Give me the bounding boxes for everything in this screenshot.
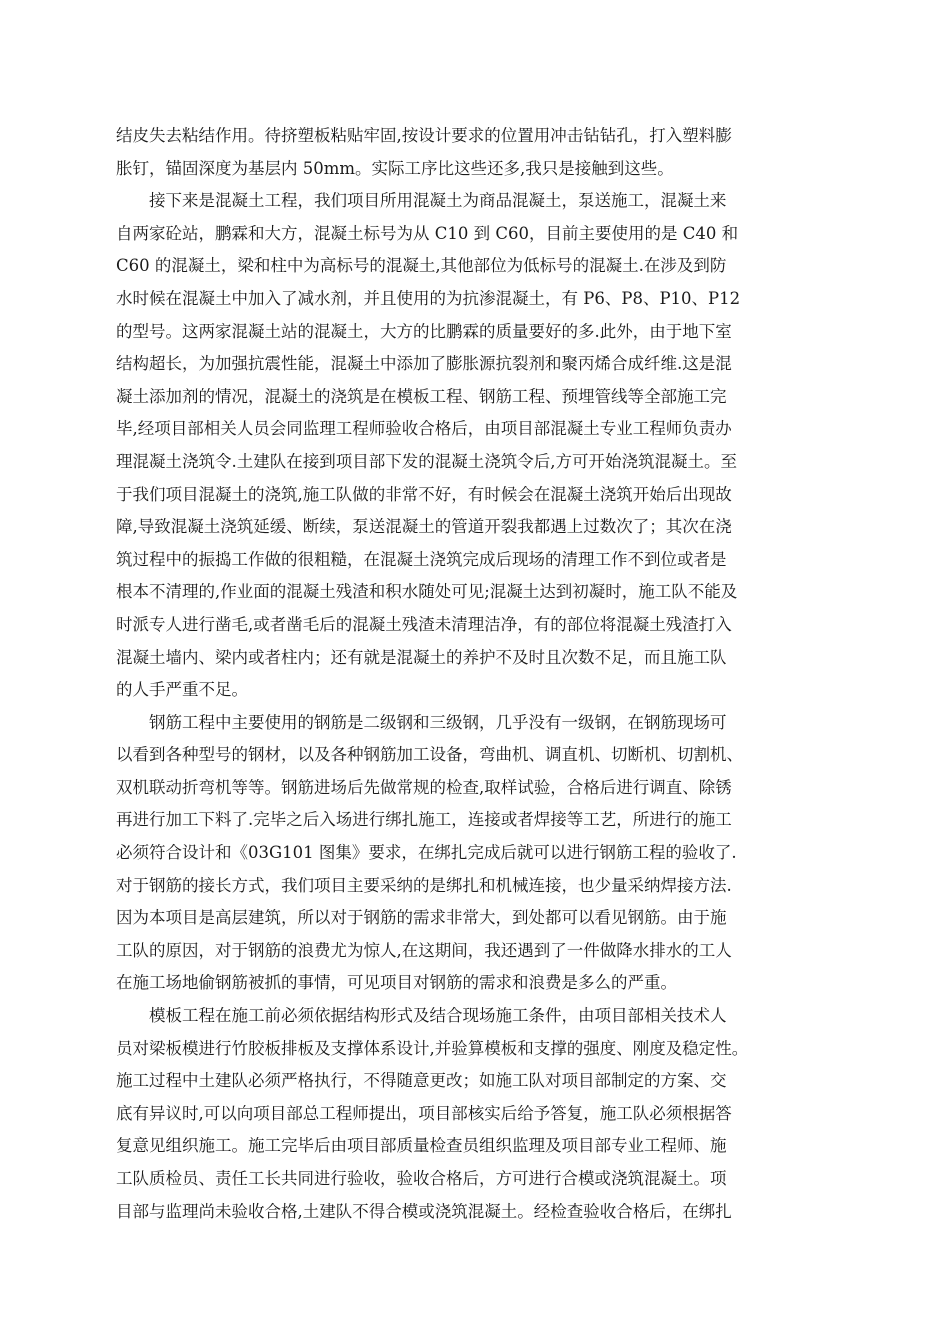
text-line: 水时候在混凝土中加入了减水剂，并且使用的为抗渗混凝土，有 P6、P8、P10、P12: [116, 288, 741, 308]
text-line: 理混凝土浇筑令.土建队在接到项目部下发的混凝土浇筑令后,方可开始浇筑混凝土。至: [116, 451, 737, 471]
text-line: 以看到各种型号的钢材，以及各种钢筋加工设备，弯曲机、调直机、切断机、切割机、: [116, 745, 743, 765]
text-line: 对于钢筋的接长方式，我们项目主要采纳的是绑扎和机械连接，也少量采纳焊接方法.: [116, 875, 732, 895]
text-line: 再进行加工下料了.完毕之后入场进行绑扎施工，连接或者焊接等工艺，所进行的施工: [116, 810, 732, 830]
text-line: 接下来是混凝土工程，我们项目所用混凝土为商品混凝土，泵送施工，混凝土来: [149, 191, 727, 211]
text-line: 底有异议时,可以向项目部总工程师提出，项目部核实后给予答复，施工队必须根据答: [116, 1103, 732, 1123]
text-line: 复意见组织施工。施工完毕后由项目部质量检查员组织监理及项目部专业工程师、施: [116, 1136, 727, 1156]
text-line: 双机联动折弯机等等。钢筋进场后先做常规的检查,取样试验，合格后进行调直、除锈: [116, 777, 732, 797]
text-line: 结皮失去粘结作用。待挤塑板粘贴牢固,按设计要求的位置用冲击钻钻孔，打入塑料膨: [116, 126, 732, 145]
text-line: 时派专人进行凿毛,或者凿毛后的混凝土残渣未清理洁净，有的部位将混凝土残渣打入: [116, 614, 732, 634]
text-line: 模板工程在施工前必须依据结构形式及结合现场施工条件，由项目部相关技术人: [149, 1006, 727, 1026]
text-line: 混凝土墙内、梁内或者柱内；还有就是混凝土的养护不及时且次数不足，而且施工队: [116, 647, 727, 667]
text-line: 筑过程中的振捣工作做的很粗糙，在混凝土浇筑完成后现场的清理工作不到位或者是: [116, 549, 727, 569]
text-line: 自两家砼站，鹏霖和大方，混凝土标号为从 C10 到 C60，目前主要使用的是 C40 和: [116, 223, 739, 243]
text-line: 必须符合设计和《03G101 图集》要求，在绑扎完成后就可以进行钢筋工程的验收了.: [116, 843, 737, 863]
text-line: 施工过程中土建队必须严格执行，不得随意更改；如施工队对项目部制定的方案、交: [116, 1071, 727, 1091]
text-line: C60 的混凝土，梁和柱中为高标号的混凝土,其他部位为低标号的混凝土.在涉及到防: [116, 256, 727, 276]
text-line: 胀钉，锚固深度为基层内 50mm。实际工序比这些还多,我只是接触到这些。: [116, 158, 674, 178]
text-line: 因为本项目是高层建筑，所以对于钢筋的需求非常大，到处都可以看见钢筋。由于施: [116, 908, 727, 928]
body-text: [116, 120, 838, 1228]
text-line: 于我们项目混凝土的浇筑,施工队做的非常不好，有时候会在混凝土浇筑开始后出现故: [116, 484, 732, 504]
text-line: 凝土添加剂的情况，混凝土的浇筑是在模板工程、钢筋工程、预埋管线等全部施工完: [116, 386, 727, 406]
text-line: 在施工场地偷钢筋被抓的事情，可见项目对钢筋的需求和浪费是多么的严重。: [116, 973, 677, 993]
text-line: 目部与监理尚未验收合格,土建队不得合模或浇筑混凝土。经检查验收合格后，在绑扎: [116, 1201, 732, 1221]
text-line: 根本不清理的,作业面的混凝土残渣和积水随处可见;混凝土达到初凝时，施工队不能及: [116, 582, 738, 602]
text-line: 员对梁板模进行竹胶板排板及支撑体系设计,并验算模板和支撑的强度、刚度及稳定性。: [116, 1038, 749, 1058]
text-line: 钢筋工程中主要使用的钢筋是二级钢和三级钢，几乎没有一级钢，在钢筋现场可: [149, 712, 727, 732]
text-line: 的人手严重不足。: [116, 680, 248, 700]
text-line: 结构超长，为加强抗震性能，混凝土中添加了膨胀源抗裂剂和聚丙烯合成纤维.这是混: [116, 354, 732, 374]
text-line: 工队质检员、责任工长共同进行验收，验收合格后，方可进行合模或浇筑混凝土。项: [116, 1169, 727, 1188]
text-line: 的型号。这两家混凝土站的混凝土，大方的比鹏霖的质量要好的多.此外，由于地下室: [116, 321, 732, 341]
text-line: 障,导致混凝土浇筑延缓、断续，泵送混凝土的管道开裂我都遇上过数次了；其次在浇: [116, 517, 732, 537]
text-line: 工队的原因，对于钢筋的浪费尤为惊人,在这期间，我还遇到了一件做降水排水的工人: [116, 940, 732, 960]
text-line: 毕,经项目部相关人员会同监理工程师验收合格后，由项目部混凝土专业工程师负责办: [116, 419, 732, 439]
